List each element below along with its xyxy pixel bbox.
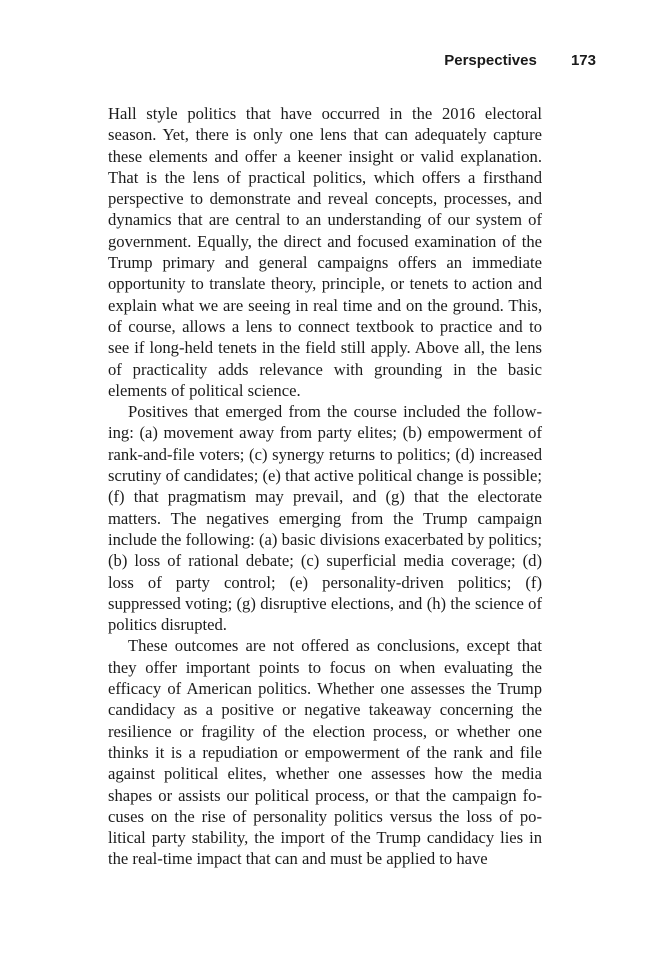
page-number: 173: [570, 52, 596, 69]
running-head-title: Perspectives: [444, 52, 537, 69]
body-text: [108, 103, 542, 870]
paragraph-1: Hall style politics that have occurred in the 2016 electoral season. Yet, there is only one lens that can adequately capture these elements and offer a keener insight or valid explanation. That is the lens of practical politics, which offers a firsthand perspective to demonstrate and reveal concepts, processes, and dynamics that are central to an understanding of our system of government. Equally, the direct and focused examination of the Trump primary and general campaigns offers an immediate opportunity to translate theory, principle, or tenets to action and explain what we are seeing in real time and on the ground. This, of course, allows a lens to connect textbook to practice and to see if long-held tenets in the field still apply. Above all, the lens of practicality adds relevance with grounding in the basic elements of political science.: [108, 104, 542, 400]
paragraph-3: These outcomes are not offered as conclusions, except that they offer important points to focus on when evaluating the efficacy of American politics. Whether one assesses the Trump candidacy as a positive or negative takeaway concerning the resilience or fragility of the election process, or whether one thinks it is a repudiation or empowerment of the rank and file against political elites, whether one assesses how the media shapes or assists our political process, or that the campaign focuses on the rise of personality politics versus the loss of political party stability, the import of the Trump candidacy lies in the real-time impact that can and must be applied to have: [108, 636, 542, 869]
paragraph-2: Positives that emerged from the course included the following: (a) movement away from party elites; (b) empowerment of rank-and-file voters; (c) synergy returns to politics; (d) increased scrutiny of candidates; (e) that active political change is possible; (f) that pragmatism may prevail, and (g) that the electorate matters. The negatives emerging from the Trump campaign include the following: (a) basic divisions exacerbated by politics; (b) loss of rational debate; (c) superficial media coverage; (d) loss of party control; (e) personality-driven politics; (f) suppressed voting; (g) disruptive elections, and (h) the science of politics disrupted.: [108, 402, 542, 635]
running-head: [444, 52, 596, 69]
